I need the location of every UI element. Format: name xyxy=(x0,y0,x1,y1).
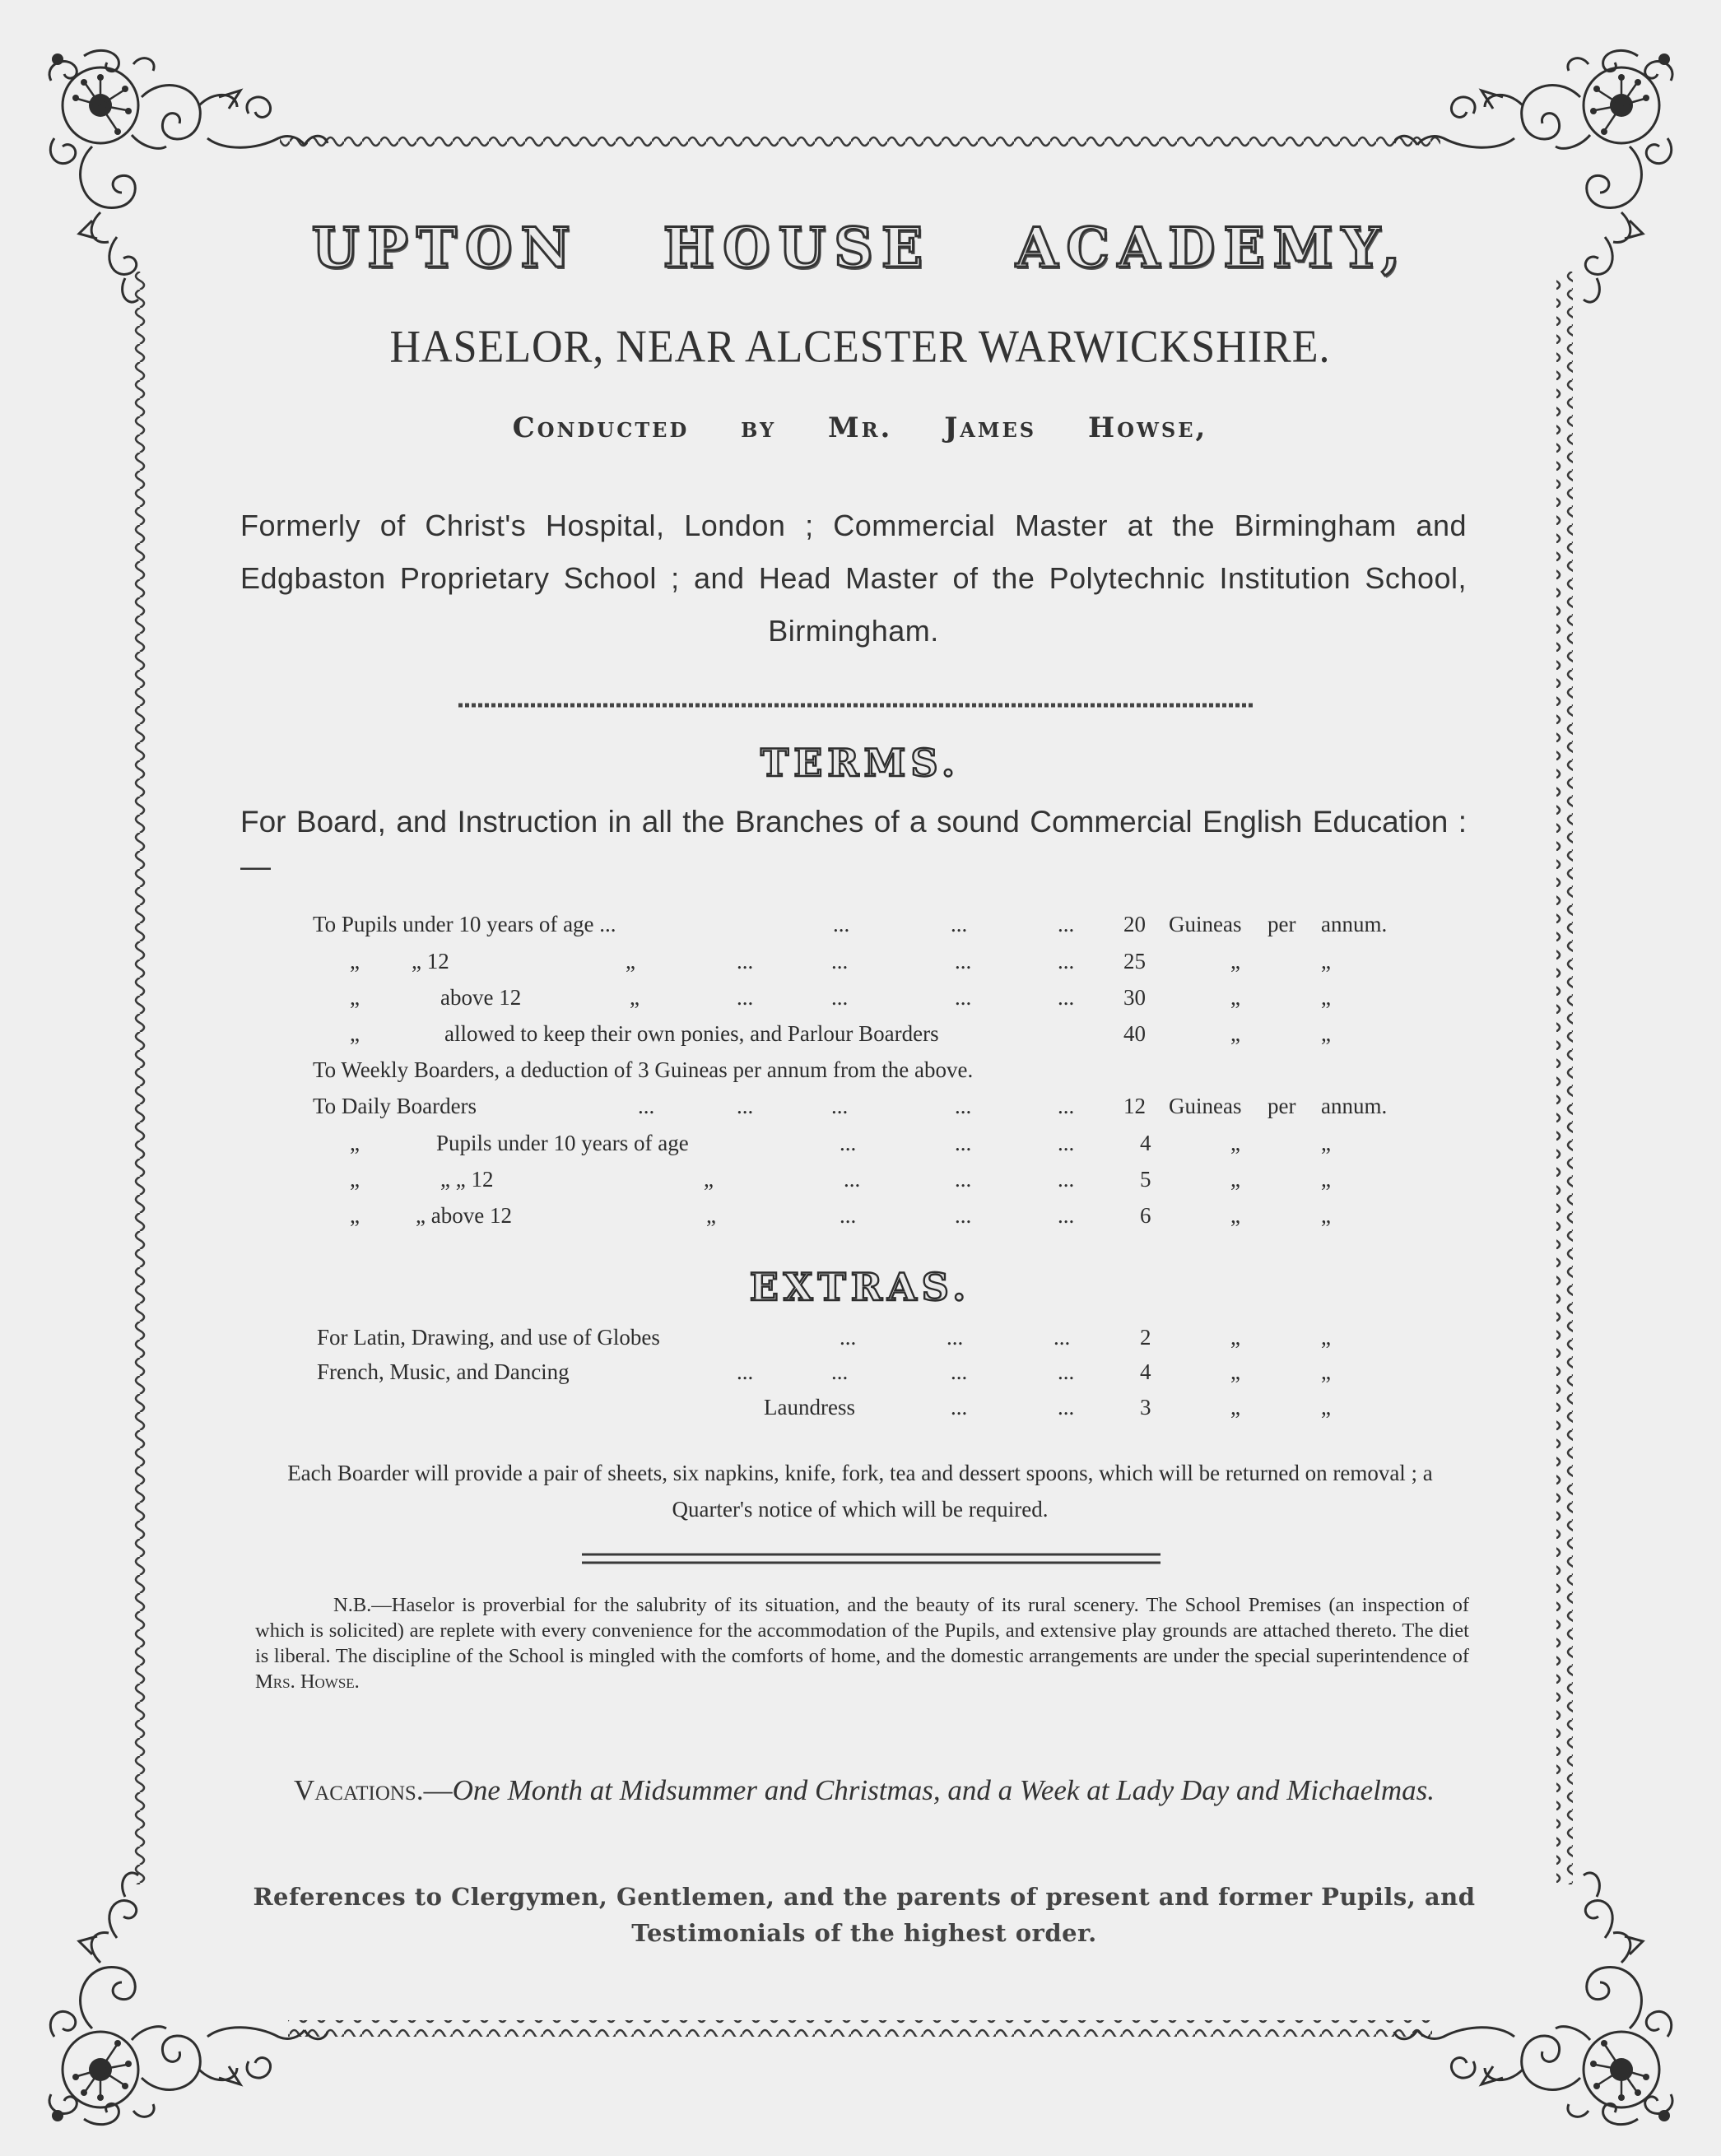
leader-dots: ... xyxy=(1058,1395,1075,1420)
ditto-mark: „ xyxy=(630,985,640,1010)
fee-unit: Guineas xyxy=(1169,1094,1242,1118)
references: References to Clergymen, Gentlemen, and the parents of present and former Pupils, and Testimonials of the highest order. xyxy=(253,1883,1476,1947)
leader-dots: ... xyxy=(951,1359,968,1384)
leader-dots: ... xyxy=(955,1131,972,1155)
nota-bene xyxy=(255,1592,1469,1694)
extra-label: Laundress xyxy=(764,1395,855,1420)
extra-row xyxy=(0,1359,1721,1392)
leader-dots: ... xyxy=(1058,912,1075,936)
leader-dots: ... xyxy=(955,985,972,1010)
boarder-requirements: Each Boarder will provide a pair of sheets, six napkins, knife, fork, tea and dessert spoons, which will be returned on removal ; a Quarter's notice of which will be required. xyxy=(287,1461,1433,1522)
fee-unit: Guineas xyxy=(1169,912,1242,936)
leader-dots: ... xyxy=(831,1094,849,1118)
nota-bene-text: N.B.—Haselor is proverbial for the salubrity of its situation, and the beauty of its rural scenery. The School Premises (an inspection of which is solicited) are replete with every convenience for the accommodation of the Pupils, and extensive play grounds are attached thereto. The diet is liberal. The discipline of the School is mingled with the comforts of home, and the domestic arrangements are under the special superintendence of xyxy=(255,1594,1469,1667)
border-top xyxy=(280,132,1440,148)
leader-dots: ... xyxy=(951,1395,968,1420)
extra-label: For Latin, Drawing, and use of Globes xyxy=(317,1325,660,1350)
border-bottom xyxy=(288,2020,1432,2037)
leader-dots: ... xyxy=(1058,1167,1075,1192)
fee-per: per xyxy=(1267,1094,1296,1118)
ditto-mark: „ xyxy=(1230,1167,1240,1192)
leader-dots: ... xyxy=(1054,1325,1071,1350)
leader-dots: ... xyxy=(737,949,754,973)
leader-dots: ... xyxy=(840,1203,857,1228)
leader-dots: ... xyxy=(840,1131,857,1155)
terms-intro: For Board, and Instruction in all the Branches of a sound Commercial English Education :— xyxy=(240,805,1467,883)
fee-description: „ xyxy=(350,985,360,1010)
fee-amount: 4 xyxy=(1140,1131,1151,1155)
fee-amount: 6 xyxy=(1140,1203,1151,1228)
fee-row xyxy=(0,1167,1721,1200)
fee-qualifier: allowed to keep their own ponies, and Parlour Boarders xyxy=(444,1021,939,1046)
headmaster-credentials: Formerly of Christ's Hospital, London ; Commercial Master at the Birmingham and Edgbaston Proprietary School ; and Head Master of the Polytechnic Institution School, Birmingham. xyxy=(240,509,1467,648)
ditto-mark: „ xyxy=(626,949,635,973)
leader-dots: ... xyxy=(1058,1094,1075,1118)
leader-dots: ... xyxy=(737,1359,754,1384)
ditto-mark: „ xyxy=(704,1167,714,1192)
extras-heading: EXTRAS. xyxy=(749,1265,971,1309)
nota-bene-name: Mrs. Howse. xyxy=(255,1670,360,1693)
extra-row xyxy=(0,1395,1721,1428)
ditto-mark: „ xyxy=(1230,1021,1240,1046)
fee-qualifier: „ above 12 xyxy=(416,1203,512,1228)
fee-annum: annum. xyxy=(1321,1094,1388,1118)
ditto-mark: „ xyxy=(1230,949,1240,973)
fee-amount: 12 xyxy=(1123,1094,1146,1118)
leader-dots: ... xyxy=(831,949,849,973)
leader-dots: ... xyxy=(947,1325,964,1350)
leader-dots: ... xyxy=(840,1325,857,1350)
ditto-mark: „ xyxy=(1230,1131,1240,1155)
ditto-mark: „ xyxy=(1321,1131,1331,1155)
fee-row xyxy=(0,1094,1721,1127)
leader-dots: ... xyxy=(737,1094,754,1118)
leader-dots: ... xyxy=(955,1094,972,1118)
leader-dots: ... xyxy=(951,912,968,936)
ditto-mark: „ xyxy=(1321,1395,1331,1420)
fee-description: „ xyxy=(350,949,360,973)
leader-dots: ... xyxy=(955,1167,972,1192)
fee-qualifier: „ 12 xyxy=(412,949,449,973)
leader-dots: ... xyxy=(955,1203,972,1228)
fee-qualifier: „ „ 12 xyxy=(440,1167,494,1192)
fee-description: To Daily Boarders xyxy=(313,1094,477,1118)
fee-description: „ xyxy=(350,1167,360,1192)
fee-description: To Weekly Boarders, a deduction of 3 Guineas per annum from the above. xyxy=(313,1057,974,1082)
leader-dots: ... xyxy=(833,912,850,936)
fee-annum: annum. xyxy=(1321,912,1388,936)
ditto-mark: „ xyxy=(1230,1203,1240,1228)
fee-row xyxy=(0,949,1721,982)
ditto-mark: „ xyxy=(1230,1395,1240,1420)
extra-amount: 2 xyxy=(1140,1325,1151,1350)
fee-row xyxy=(0,1021,1721,1054)
ditto-mark: „ xyxy=(1321,1359,1331,1384)
fee-row xyxy=(0,985,1721,1018)
fee-amount: 30 xyxy=(1123,985,1146,1010)
fee-description: „ xyxy=(350,1021,360,1046)
leader-dots: ... xyxy=(844,1167,861,1192)
ditto-mark: „ xyxy=(1321,985,1331,1010)
fee-description: „ xyxy=(350,1131,360,1155)
leader-dots: ... xyxy=(737,985,754,1010)
vacations-text: One Month at Midsummer and Christmas, and a Week at Lady Day and Michaelmas. xyxy=(452,1774,1435,1806)
ditto-mark: „ xyxy=(1230,985,1240,1010)
fee-amount: 20 xyxy=(1123,912,1146,936)
fee-row xyxy=(0,1057,1721,1090)
fee-row xyxy=(0,1203,1721,1236)
fee-qualifier: above 12 xyxy=(440,985,522,1010)
leader-dots: ... xyxy=(1058,1359,1075,1384)
leader-dots: ... xyxy=(1058,1131,1075,1155)
fee-description: To Pupils under 10 years of age ... xyxy=(313,912,616,936)
fee-description: „ xyxy=(350,1203,360,1228)
leader-dots: ... xyxy=(831,985,849,1010)
fee-amount: 5 xyxy=(1140,1167,1151,1192)
extra-row xyxy=(0,1325,1721,1358)
leader-dots: ... xyxy=(955,949,972,973)
extra-amount: 4 xyxy=(1140,1359,1151,1384)
academy-title: UPTON HOUSE ACADEMY, xyxy=(311,216,1409,280)
fee-per: per xyxy=(1267,912,1296,936)
leader-dots: ... xyxy=(1058,949,1075,973)
fee-row xyxy=(0,912,1721,945)
leader-dots: ... xyxy=(831,1359,849,1384)
fee-amount: 40 xyxy=(1123,1021,1146,1046)
vacations xyxy=(247,1768,1481,1814)
fee-amount: 25 xyxy=(1123,949,1146,973)
ditto-mark: „ xyxy=(706,1203,716,1228)
fee-row xyxy=(0,1131,1721,1164)
academy-location: HASELOR, NEAR ALCESTER WARWICKSHIRE. xyxy=(389,321,1331,373)
ditto-mark: „ xyxy=(1230,1325,1240,1350)
extra-label: French, Music, and Dancing xyxy=(317,1359,570,1384)
ditto-mark: „ xyxy=(1230,1359,1240,1384)
ditto-mark: „ xyxy=(1321,1203,1331,1228)
terms-heading: TERMS. xyxy=(760,741,961,785)
ditto-mark: „ xyxy=(1321,1021,1331,1046)
conducted-by: Conducted by Mr. James Howse, xyxy=(512,411,1208,444)
leader-dots: ... xyxy=(1058,1203,1075,1228)
leader-dots: ... xyxy=(1058,985,1075,1010)
ditto-mark: „ xyxy=(1321,949,1331,973)
ditto-mark: „ xyxy=(1321,1325,1331,1350)
extra-amount: 3 xyxy=(1140,1395,1151,1420)
vacations-label: Vacations.— xyxy=(293,1774,453,1806)
ditto-mark: „ xyxy=(1321,1167,1331,1192)
leader-dots: ... xyxy=(638,1094,655,1118)
fee-qualifier: Pupils under 10 years of age xyxy=(436,1131,689,1155)
